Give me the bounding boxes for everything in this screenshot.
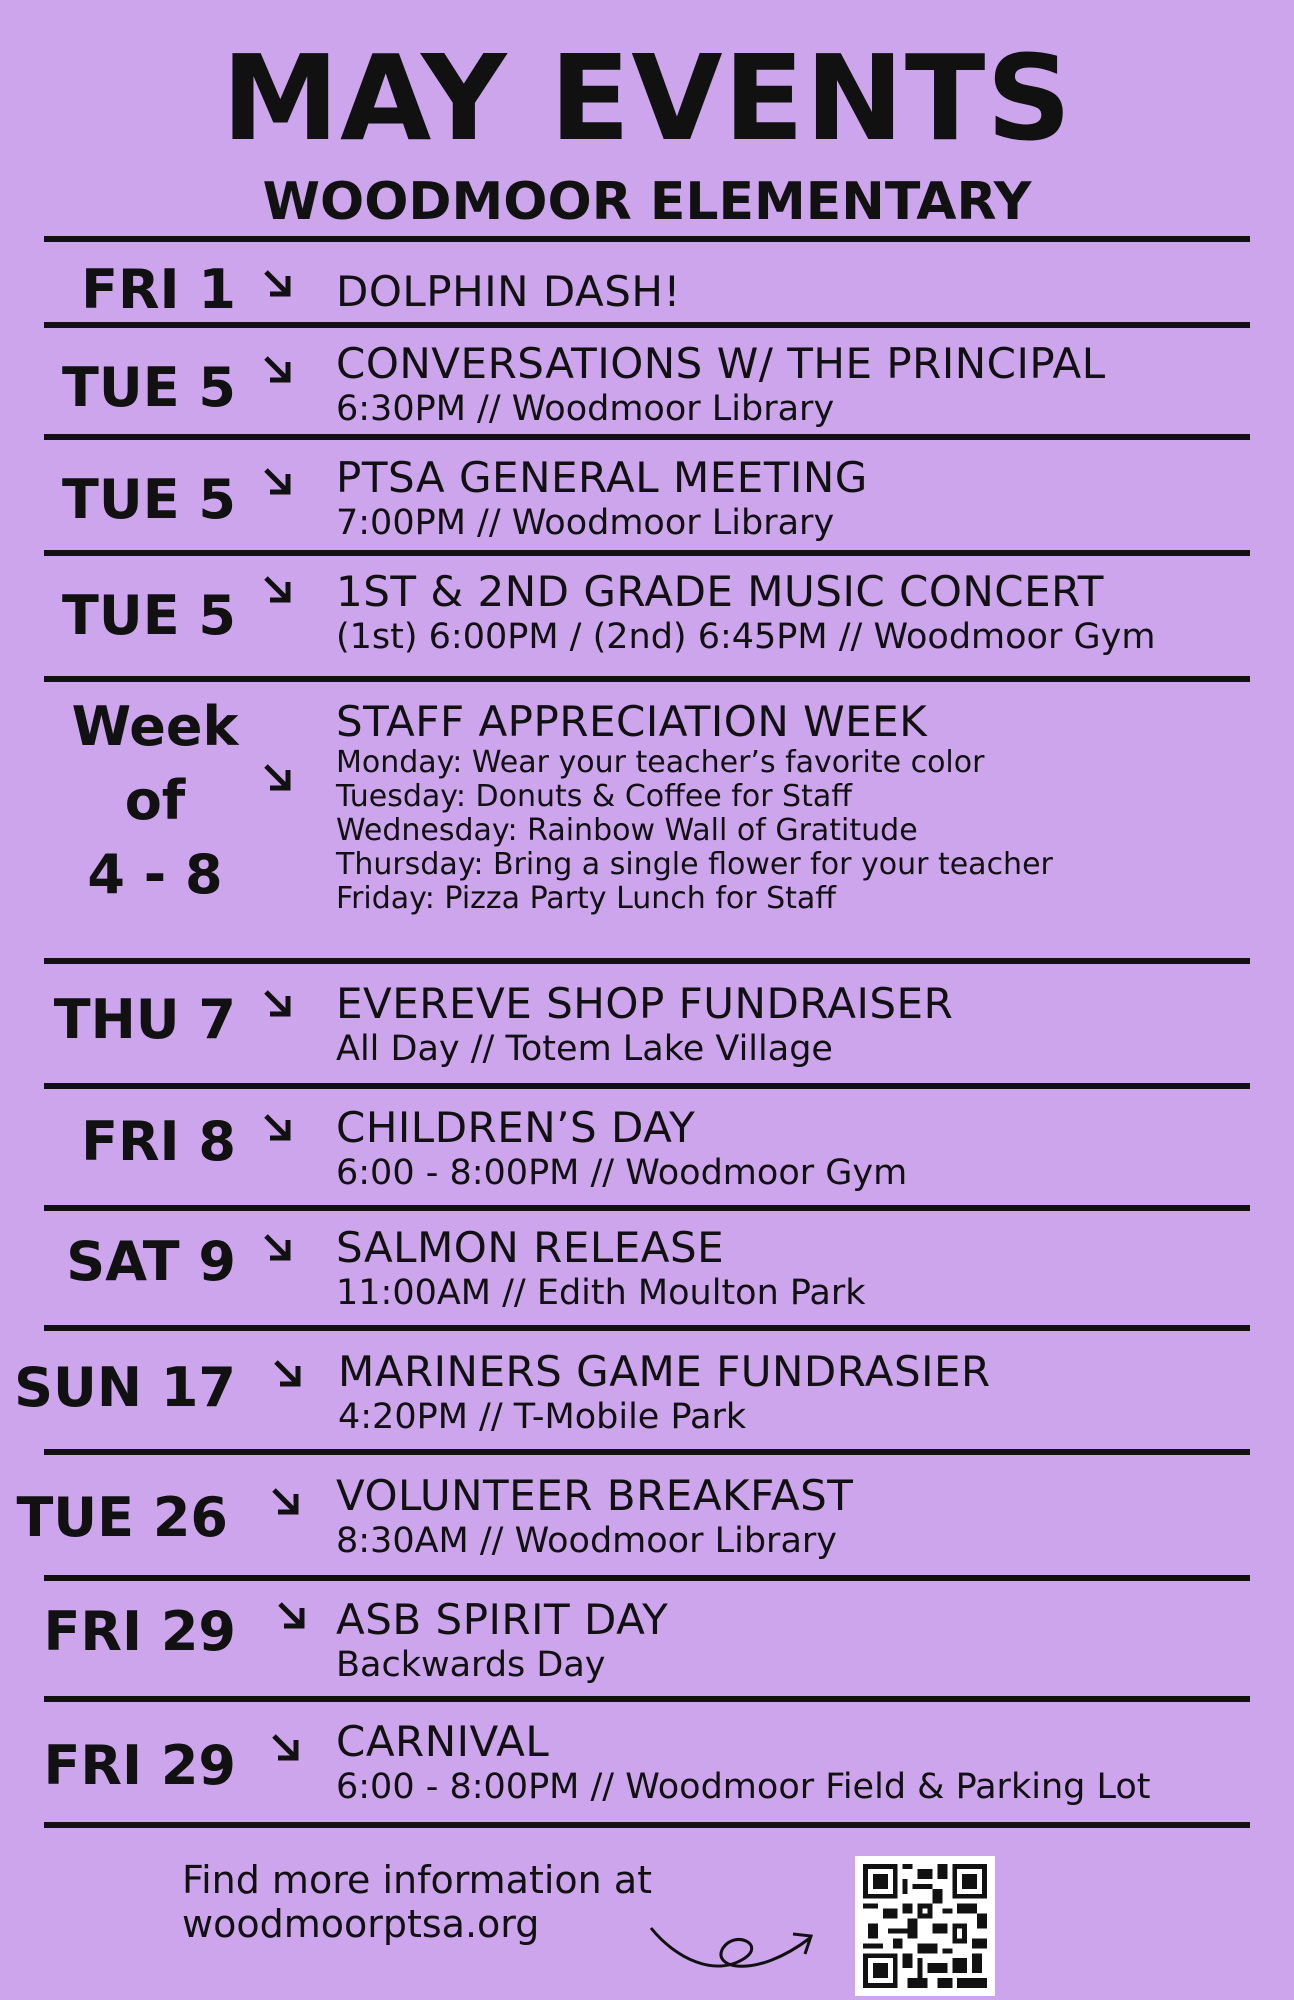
event-item: Wednesday: Rainbow Wall of Gratitude (336, 813, 918, 848)
event-title: CONVERSATIONS W/ THE PRINCIPAL (336, 339, 1106, 388)
event-date-line: Week (71, 695, 239, 758)
event-title: ASB SPIRIT DAY (336, 1595, 669, 1644)
arrow-down-right-icon (258, 462, 298, 502)
event-item: Monday: Wear your teacher’s favorite color (336, 745, 985, 780)
arrow-down-right-icon (258, 264, 298, 304)
divider (44, 1575, 1250, 1581)
arrow-down-right-icon (266, 1482, 306, 1522)
event-date (50, 690, 260, 912)
divider (44, 676, 1250, 682)
event-title: DOLPHIN DASH! (336, 267, 681, 316)
divider (44, 958, 1250, 964)
curly-arrow-icon (645, 1918, 825, 2000)
divider (44, 1696, 1250, 1702)
event-date: TUE 5 (62, 584, 236, 647)
divider (44, 1083, 1250, 1089)
event-date: TUE 26 (16, 1486, 228, 1549)
event-title: CHILDREN’S DAY (336, 1103, 696, 1152)
event-date: FRI 29 (43, 1600, 236, 1663)
divider (44, 236, 1250, 242)
event-detail: All Day // Totem Lake Village (336, 1029, 833, 1069)
event-title: CARNIVAL (336, 1717, 550, 1766)
arrow-down-right-icon (258, 758, 298, 798)
event-detail: 6:00 - 8:00PM // Woodmoor Gym (336, 1153, 908, 1193)
divider (44, 550, 1250, 556)
event-detail: 6:00 - 8:00PM // Woodmoor Field & Parking Lot (336, 1767, 1151, 1807)
event-detail: 4:20PM // T-Mobile Park (338, 1397, 747, 1437)
arrow-down-right-icon (272, 1596, 312, 1636)
event-date: FRI 1 (81, 258, 236, 321)
arrow-down-right-icon (258, 1228, 298, 1268)
event-item: Thursday: Bring a single flower for your teacher (336, 847, 1053, 882)
event-title: MARINERS GAME FUNDRASIER (338, 1347, 991, 1396)
event-title: PTSA GENERAL MEETING (336, 453, 868, 502)
event-item: Tuesday: Donuts & Coffee for Staff (336, 779, 852, 814)
footer-info (182, 1858, 652, 1946)
event-title: SALMON RELEASE (336, 1223, 725, 1272)
arrow-down-right-icon (258, 984, 298, 1024)
page-title: MAY EVENTS (221, 29, 1073, 167)
divider (44, 1822, 1250, 1828)
event-title: VOLUNTEER BREAKFAST (336, 1471, 854, 1520)
event-item: Friday: Pizza Party Lunch for Staff (336, 881, 836, 916)
event-date: FRI 29 (43, 1734, 236, 1797)
divider (44, 1325, 1250, 1331)
qr-code-icon[interactable] (855, 1856, 995, 1996)
event-date: THU 7 (53, 988, 236, 1051)
website-link[interactable]: woodmoorptsa.org (182, 1902, 540, 1946)
event-detail: 8:30AM // Woodmoor Library (336, 1521, 837, 1561)
event-title: EVEREVE SHOP FUNDRAISER (336, 979, 954, 1028)
event-date: FRI 8 (81, 1110, 236, 1173)
event-date-line: of (124, 769, 186, 832)
arrow-down-right-icon (258, 570, 298, 610)
event-title: 1ST & 2ND GRADE MUSIC CONCERT (336, 567, 1104, 616)
event-date: SUN 17 (14, 1356, 236, 1419)
event-title: STAFF APPRECIATION WEEK (336, 697, 928, 746)
school-name: WOODMOOR ELEMENTARY (262, 172, 1032, 232)
arrow-down-right-icon (268, 1354, 308, 1394)
arrow-down-right-icon (266, 1728, 306, 1768)
event-date-line: 4 - 8 (87, 843, 223, 906)
divider (44, 1449, 1250, 1455)
arrow-down-right-icon (258, 1108, 298, 1148)
arrow-down-right-icon (258, 350, 298, 390)
event-date: SAT 9 (66, 1230, 236, 1293)
divider (44, 322, 1250, 328)
event-detail: 7:00PM // Woodmoor Library (336, 503, 835, 543)
event-detail: Backwards Day (336, 1645, 606, 1685)
divider (44, 434, 1250, 440)
event-date: TUE 5 (62, 468, 236, 531)
event-date: TUE 5 (62, 356, 236, 419)
event-detail: 11:00AM // Edith Moulton Park (336, 1273, 866, 1313)
divider (44, 1205, 1250, 1211)
footer-line: Find more information at (182, 1858, 653, 1902)
event-detail: (1st) 6:00PM / (2nd) 6:45PM // Woodmoor Gym (336, 617, 1156, 657)
event-detail: 6:30PM // Woodmoor Library (336, 389, 835, 429)
